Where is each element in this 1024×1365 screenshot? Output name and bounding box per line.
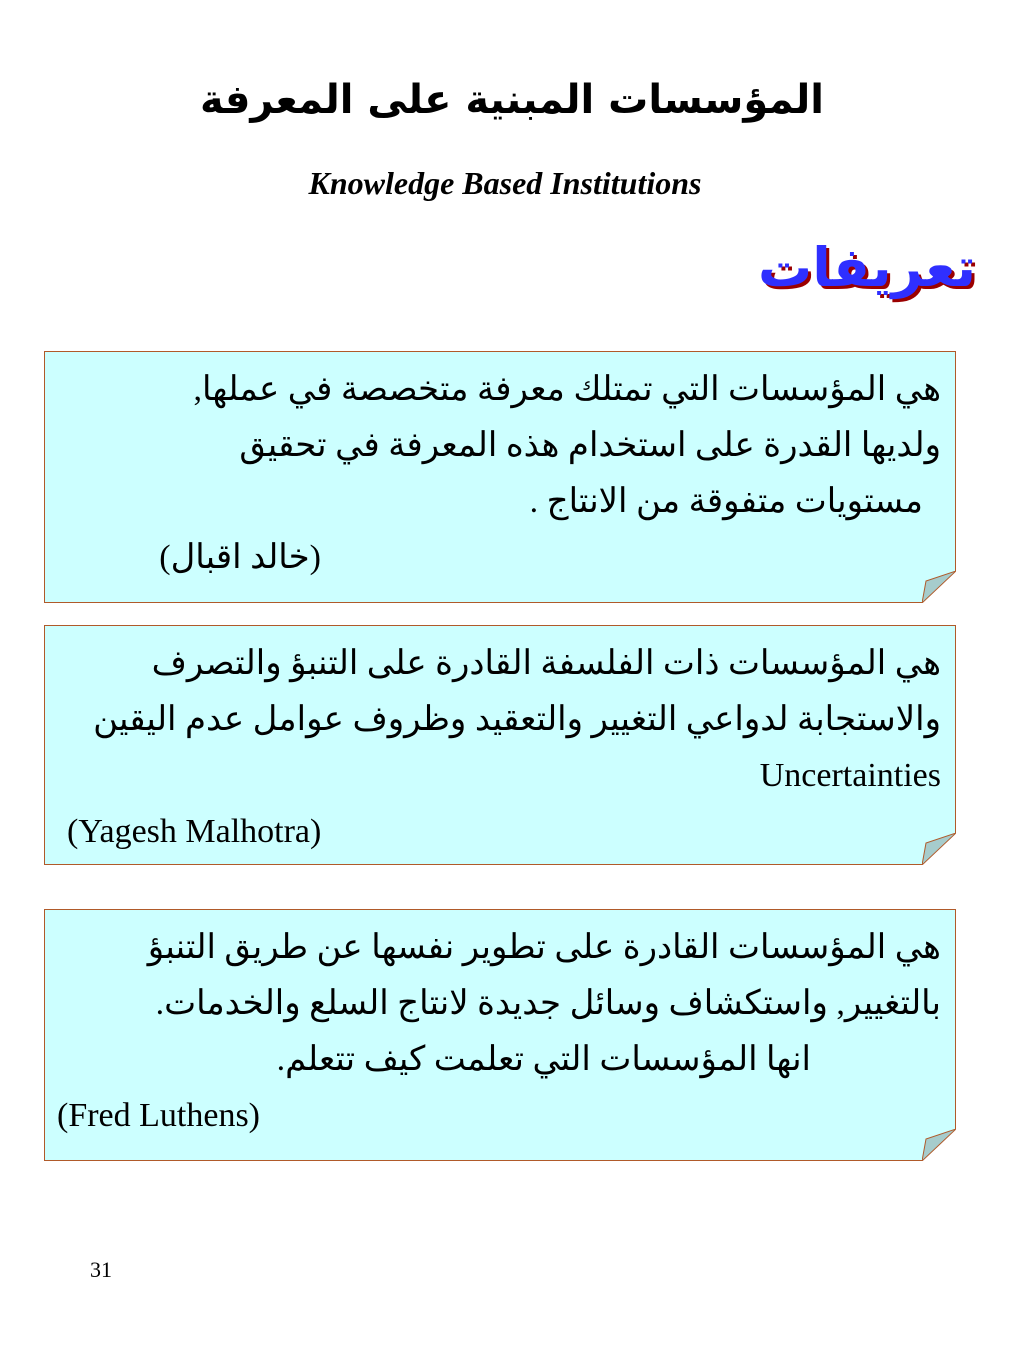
definition-box-2 (44, 625, 956, 865)
definition-2-english-term: Uncertainties (759, 757, 941, 794)
section-heading: تعريفات (757, 236, 976, 299)
definition-3-line-3: انها المؤسسات التي تعلمت كيف تتعلم. (276, 1041, 811, 1078)
definition-3-line-1: هي المؤسسات القادرة على تطوير نفسها عن طريق التنبؤ (147, 929, 941, 966)
definition-text-2 (49, 636, 941, 860)
folded-corner-icon (922, 833, 956, 865)
english-title: Knowledge Based Institutions (308, 165, 702, 201)
definition-box-3 (44, 909, 956, 1161)
arabic-title: المؤسسات المبنية على المعرفة (199, 77, 825, 123)
definition-3-author (49, 1088, 941, 1144)
definition-1-author: (خالد اقبال) (159, 539, 321, 576)
definition-3-author-text: (Fred Luthens) (57, 1097, 261, 1134)
definition-text-1 (49, 362, 941, 586)
definition-2-author (49, 804, 941, 860)
definition-2-line-3 (49, 748, 941, 804)
definition-3-line-2: بالتغيير, واستكشاف وسائل جديدة لانتاج السلع والخدمات. (155, 985, 941, 1022)
definition-1-line-3: مستويات متفوقة من الانتاج . (529, 483, 923, 520)
page-number: 31 (90, 1257, 112, 1282)
definition-2-line-1: هي المؤسسات ذات الفلسفة القادرة على التنبؤ والتصرف (151, 645, 941, 682)
definition-2-author-text: (Yagesh Malhotra) (67, 813, 322, 850)
definition-2-line-2: والاستجابة لدواعي التغيير والتعقيد وظروف عوامل عدم اليقين (93, 701, 941, 738)
definition-text-3 (49, 920, 941, 1144)
folded-corner-icon (922, 571, 956, 603)
definition-1-line-1: هي المؤسسات التي تمتلك معرفة متخصصة في عملها, (193, 371, 941, 408)
folded-corner-icon (922, 1129, 956, 1161)
definition-box-1 (44, 351, 956, 603)
definition-1-line-2: ولديها القدرة على استخدام هذه المعرفة في تحقيق (239, 427, 941, 464)
